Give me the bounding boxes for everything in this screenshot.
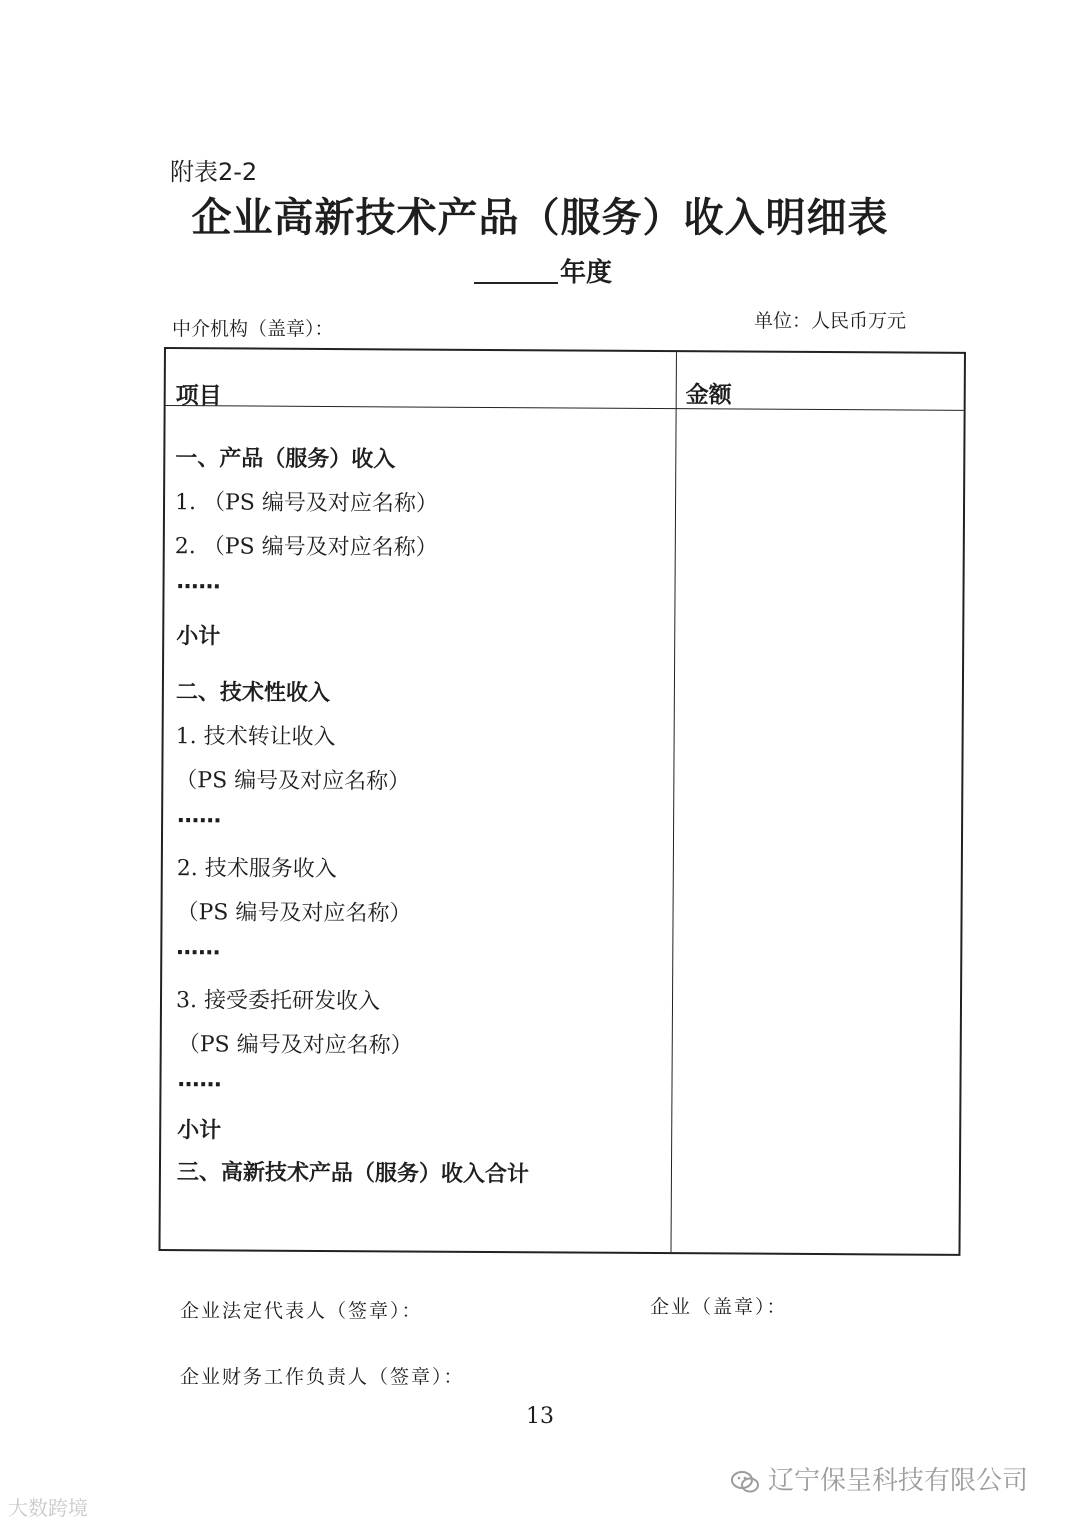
table-row: 1. （PS 编号及对应名称） [174,490,438,517]
finance-head-signature: 企业财务工作负责人（签章）： [180,1366,465,1388]
table-row: （PS 编号及对应名称） [176,900,412,927]
page-number: 13 [526,1404,554,1429]
table-row: 1. 技术转让收入 [175,724,336,751]
ellipsis-row: …… [177,1067,222,1093]
subtotal-row: 小计 [177,1118,222,1144]
company-seal: 企业（盖章）： [650,1296,788,1318]
annex-label: 附表2-2 [170,158,258,186]
legal-representative-signature: 企业法定代表人（签章）： [180,1300,423,1322]
watermark-left: 大数跨境 [8,1496,88,1520]
subtotal-row: 小计 [176,624,221,650]
ellipsis-row: …… [176,935,221,961]
column-header-amount: 金额 [685,382,732,409]
ellipsis-row: …… [177,803,222,829]
watermark-right-text: 辽宁保呈科技有限公司 [768,1466,1029,1496]
agency-seal-label: 中介机构（盖章）： [172,318,334,340]
ellipsis-row: …… [176,569,221,595]
year-label: 年度 [560,258,613,288]
table-row: （PS 编号及对应名称） [175,768,411,795]
table-row: 2. （PS 编号及对应名称） [174,534,438,561]
year-blank-line [474,282,558,284]
wechat-icon [730,1469,760,1495]
unit-label: 单位：人民币万元 [754,310,907,332]
section-product-income: 一、产品（服务）收入 [175,446,396,473]
table-row: 3. 接受委托研发收入 [175,988,381,1015]
column-header-item: 项目 [175,383,222,410]
table-row: （PS 编号及对应名称） [177,1032,413,1059]
watermark-right [730,1460,1028,1497]
header-divider [166,405,964,411]
page-title: 企业高新技术产品（服务）收入明细表 [191,195,889,241]
total-row: 三、高新技术产品（服务）收入合计 [176,1160,530,1188]
section-tech-income: 二、技术性收入 [175,680,330,707]
column-divider [670,352,676,1252]
table-row: 2. 技术服务收入 [176,856,337,883]
income-detail-table [158,347,966,1256]
